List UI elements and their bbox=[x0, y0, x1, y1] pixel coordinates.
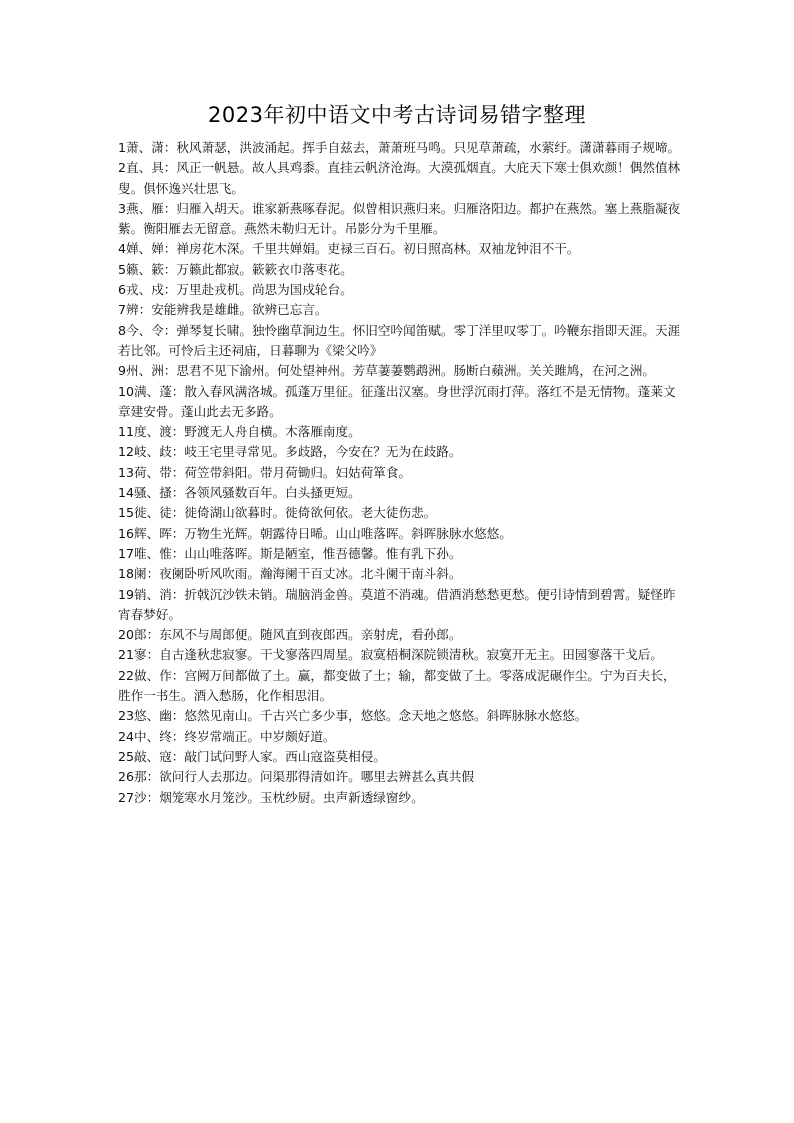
list-item: 17唯、惟：山山唯落晖。斯是陋室，惟吾德馨。惟有乳下孙。 bbox=[118, 545, 462, 561]
list-item: 27沙：烟笼寒水月笼沙。玉枕纱厨。虫声新透绿窗纱。 bbox=[118, 789, 424, 805]
list-item: 11度、渡：野渡无人舟自横。木落雁南度。 bbox=[118, 424, 361, 440]
list-item: 1萧、潇：秋风萧瑟，洪波涌起。挥手自兹去，萧萧班马鸣。只见草萧疏，水萦纡。潇潇暮雨子规啼。 bbox=[118, 140, 681, 155]
list-item: 19销、消：折戟沉沙铁未销。瑞脑消金兽。莫道不消魂。借酒消愁愁更愁。便引诗情到碧霄。疑怪昨宵春梦好。 bbox=[118, 586, 676, 622]
list-item: 25敲、寇：敲门试问野人家。西山寇盗莫相侵。 bbox=[118, 748, 386, 764]
list-item: 3燕、雁：归雁入胡天。谁家新燕啄春泥。似曾相识燕归来。归雁洛阳边。都护在燕然。塞上燕脂凝夜紫。衡阳雁去无留意。燕然未勒归无计。吊影分为千里雁。 bbox=[118, 200, 681, 237]
list-item: 4婵、婵：禅房花木深。千里共婵娟。吏禄三百石。初日照高林。双袖龙钟泪不干。 bbox=[118, 241, 580, 257]
list-item: 18阑：夜阑卧听风吹雨。瀚海阑干百丈冰。北斗阑干南斗斜。 bbox=[118, 566, 462, 582]
document-title: 2023年初中语文中考古诗词易错字整理 bbox=[208, 103, 586, 127]
list-item: 21寥：自古逢秋悲寂寥。干戈寥落四周星。寂寞梧桐深院锁清秋。寂寞开无主。田园寥落干戈后。 bbox=[118, 647, 663, 663]
list-item: 10满、蓬：散入春风满洛城。孤蓬万里征。征蓬出汉塞。身世浮沉雨打萍。落红不是无情物。蓬莱文章建安骨。蓬山此去无多路。 bbox=[118, 383, 676, 419]
list-item: 7辨：安能辨我是雄雌。欲辨已忘言。 bbox=[118, 302, 328, 318]
list-item: 23悠、幽：悠然见南山。千古兴亡多少事，悠悠。念天地之悠悠。斜晖脉脉水悠悠。 bbox=[118, 708, 588, 724]
list-item: 16辉、晖：万物生光辉。朝露待日晞。山山唯落晖。斜晖脉脉水悠悠。 bbox=[118, 525, 512, 541]
list-item: 2直、具：风正一帆悬。故人具鸡黍。直挂云帆济沧海。大漠孤烟直。大庇天下寒士俱欢颜！偶然值林叟。俱怀逸兴壮思飞。 bbox=[118, 160, 681, 196]
list-item: 6戎、戍：万里赴戎机。尚思为国戍轮台。 bbox=[118, 282, 353, 298]
entry-list bbox=[118, 138, 683, 808]
list-item: 13荷、带：荷笠带斜阳。带月荷锄归。妇姑荷箪食。 bbox=[118, 464, 412, 480]
list-item: 5籁、簌：万籁此都寂。簌簌衣巾落枣花。 bbox=[118, 261, 353, 277]
list-item: 14骚、搔：各领风骚数百年。白头搔更短。 bbox=[118, 485, 361, 501]
list-item: 8今、令：弹琴复长啸。独怜幽草涧边生。怀旧空吟闻笛赋。零丁洋里叹零丁。吟鞭东指即天涯。天涯若比邻。可怜后主还祠庙，日暮聊为《梁父吟》 bbox=[118, 322, 681, 358]
list-item: 15徙、徒：徙倚湖山欲暮时。徙倚欲何依。老大徒伤悲。 bbox=[118, 505, 437, 521]
list-item: 22做、作：宫阙万间都做了土。赢，都变做了土；输，都变做了土。零落成泥碾作尘。宁为百夫长，胜作一书生。酒入愁肠，化作相思泪。 bbox=[118, 667, 676, 704]
list-item: 20郎：东风不与周郎便。随风直到夜郎西。亲射虎，看孙郎。 bbox=[118, 627, 462, 643]
list-item: 26那：欲问行人去那边。问渠那得清如许。哪里去辨甚么真共假 bbox=[118, 769, 475, 785]
list-item: 12岐、歧：岐王宅里寻常见。多歧路，今安在？无为在歧路。 bbox=[118, 444, 462, 460]
list-item: 24中、终：终岁常端正。中岁颇好道。 bbox=[118, 728, 336, 744]
list-item: 9州、洲：思君不见下渝州。何处望神州。芳草萋萋鹦鹉洲。肠断白蘋洲。关关雎鸠，在河之洲。 bbox=[118, 363, 655, 379]
